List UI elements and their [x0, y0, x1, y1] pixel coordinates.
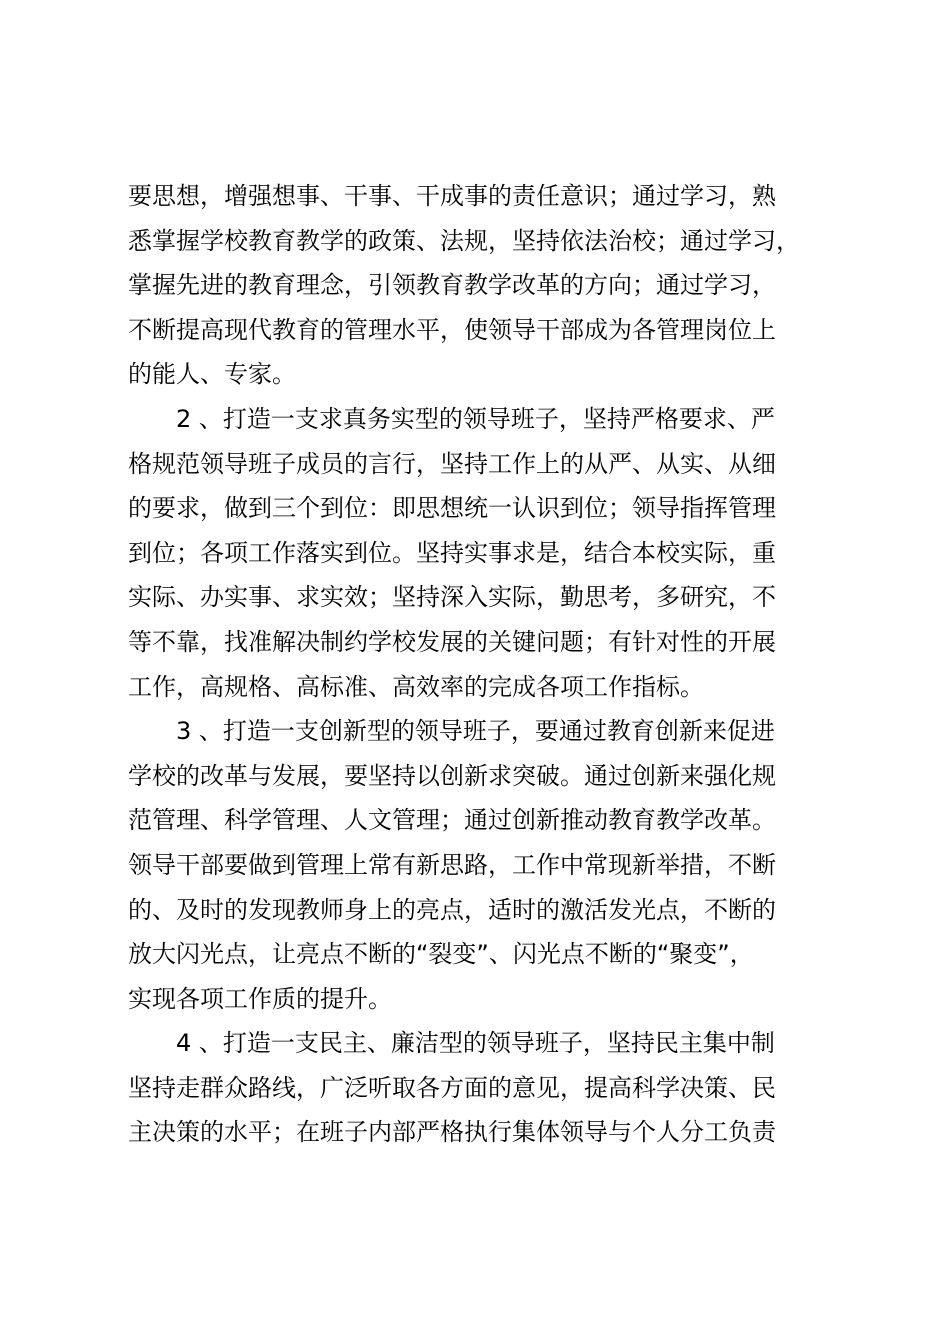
- text-line: 不断提高现代教育的管理水平，使领导干部成为各管理岗位上: [128, 315, 776, 344]
- text-line: 实现各项工作质的提升。: [128, 984, 392, 1013]
- text-line: 4 、打造一支民主、廉洁型的领导班子，坚持民主集中制: [176, 1029, 775, 1058]
- paragraph: [128, 1021, 833, 1155]
- text-line: 放大闪光点，让亮点不断的“裂变”、闪光点不断的“聚变”，: [128, 940, 754, 969]
- paragraph: [128, 174, 833, 397]
- text-line: 学校的改革与发展，要坚持以创新求突破。通过创新来强化规: [128, 761, 776, 790]
- text-line: 主决策的水平；在班子内部严格执行集体领导与个人分工负责: [128, 1118, 776, 1147]
- document-body: [128, 174, 833, 1155]
- text-line: 工作，高规格、高标准、高效率的完成各项工作指标。: [128, 672, 704, 701]
- text-line: 的能人、专家。: [128, 360, 296, 389]
- text-line: 实际、办实事、求实效；坚持深入实际，勤思考，多研究，不: [128, 583, 776, 612]
- text-line: 格规范领导班子成员的言行，坚持工作上的从严、从实、从细: [128, 449, 776, 478]
- text-line: 等不靠，找准解决制约学校发展的关键问题；有针对性的开展: [128, 627, 776, 656]
- paragraph: [128, 397, 833, 709]
- text-line: 2 、打造一支求真务实型的领导班子，坚持严格要求、严: [176, 404, 775, 433]
- text-line: 的要求，做到三个到位：即思想统一认识到位；领导指挥管理: [128, 494, 776, 523]
- text-line: 3 、打造一支创新型的领导班子，要通过教育创新来促进: [176, 717, 775, 746]
- text-line: 到位；各项工作落实到位。坚持实事求是，结合本校实际，重: [128, 538, 776, 567]
- text-line: 要思想，增强想事、干事、干成事的责任意识；通过学习，熟: [128, 182, 776, 210]
- text-line: 领导干部要做到管理上常有新思路，工作中常现新举措，不断: [128, 850, 776, 879]
- text-line: 掌握先进的教育理念，引领教育教学改革的方向；通过学习，: [128, 271, 776, 300]
- text-line: 悉掌握学校教育教学的政策、法规，坚持依法治校；通过学习，: [128, 226, 800, 255]
- paragraph: [128, 709, 833, 1021]
- text-line: 范管理、科学管理、人文管理；通过创新推动教育教学改革。: [128, 806, 776, 835]
- text-line: 坚持走群众路线，广泛听取各方面的意见，提高科学决策、民: [128, 1073, 776, 1102]
- text-line: 的、及时的发现教师身上的亮点，适时的激活发光点，不断的: [128, 895, 776, 924]
